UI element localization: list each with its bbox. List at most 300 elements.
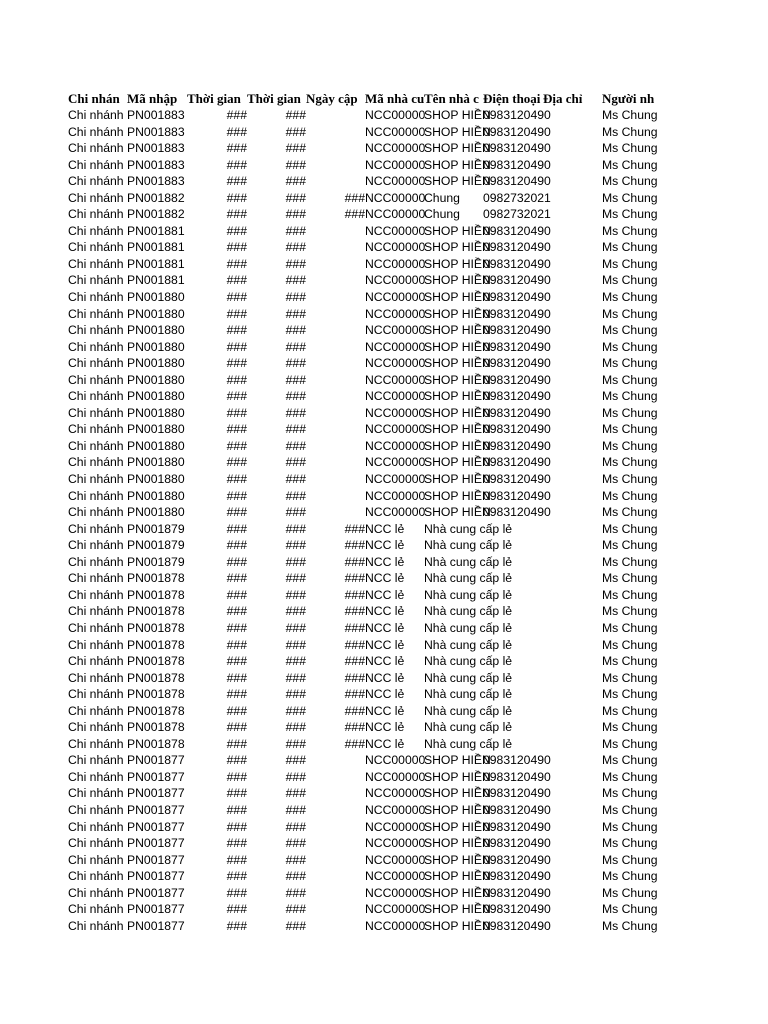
cell-time[interactable]: ###	[226, 290, 247, 305]
cell-import-code[interactable]: PN001877	[127, 869, 185, 884]
cell-time[interactable]: ###	[226, 637, 247, 652]
cell-branch[interactable]: Chi nhánh	[68, 472, 124, 487]
cell-branch[interactable]: Chi nhánh	[68, 819, 124, 834]
cell-update-date[interactable]: ###	[344, 703, 365, 718]
cell-time[interactable]: ###	[226, 108, 247, 122]
cell-receiver[interactable]: Ms Chung	[602, 141, 658, 156]
cell-supplier-name[interactable]: SHOP HIỀN	[424, 836, 491, 851]
cell-phone[interactable]: 0983120490	[483, 223, 551, 238]
cell-branch[interactable]: Chi nhánh	[68, 769, 124, 784]
cell-supplier-code[interactable]: NCC00000	[365, 306, 426, 321]
cell-time[interactable]: ###	[226, 670, 247, 685]
cell-time-created[interactable]: ###	[285, 323, 306, 338]
cell-time[interactable]: ###	[226, 604, 247, 619]
cell-import-code[interactable]: PN001883	[127, 124, 185, 139]
cell-phone[interactable]: 0983120490	[483, 488, 551, 503]
cell-time-created[interactable]: ###	[285, 372, 306, 387]
cell-import-code[interactable]: PN001881	[127, 223, 185, 238]
cell-supplier-name[interactable]: SHOP HIỀN	[424, 405, 491, 420]
cell-phone[interactable]: 0983120490	[483, 902, 551, 917]
cell-supplier-name[interactable]: SHOP HIỀN	[424, 240, 491, 255]
cell-supplier-name[interactable]: SHOP HIỀN	[424, 290, 491, 305]
cell-import-code[interactable]: PN001880	[127, 405, 185, 420]
cell-import-code[interactable]: PN001878	[127, 587, 185, 602]
cell-phone[interactable]: 0983120490	[483, 306, 551, 321]
cell-import-code[interactable]: PN001883	[127, 157, 185, 172]
cell-time[interactable]: ###	[226, 819, 247, 834]
cell-branch[interactable]: Chi nhánh	[68, 720, 124, 735]
cell-receiver[interactable]: Ms Chung	[602, 256, 658, 271]
cell-supplier-name[interactable]: Nhà cung cấp lẻ	[424, 720, 513, 735]
cell-time[interactable]: ###	[226, 538, 247, 553]
cell-time[interactable]: ###	[226, 753, 247, 768]
cell-time[interactable]: ###	[226, 869, 247, 884]
cell-branch[interactable]: Chi nhánh	[68, 339, 124, 354]
cell-phone[interactable]: 0982732021	[483, 207, 551, 222]
cell-receiver[interactable]: Ms Chung	[602, 157, 658, 172]
cell-import-code[interactable]: PN001878	[127, 654, 185, 669]
cell-supplier-name[interactable]: SHOP HIỀN	[424, 918, 491, 933]
cell-phone[interactable]: 0983120490	[483, 372, 551, 387]
cell-supplier-code[interactable]: NCC lẻ	[365, 587, 405, 602]
cell-supplier-code[interactable]: NCC00000	[365, 405, 426, 420]
cell-supplier-name[interactable]: SHOP HIỀN	[424, 141, 491, 156]
cell-supplier-name[interactable]: SHOP HIỀN	[424, 769, 491, 784]
cell-time[interactable]: ###	[226, 240, 247, 255]
cell-supplier-code[interactable]: NCC00000	[365, 174, 426, 189]
cell-supplier-name[interactable]: Nhà cung cấp lẻ	[424, 654, 513, 669]
cell-time[interactable]: ###	[226, 918, 247, 933]
cell-phone[interactable]: 0983120490	[483, 356, 551, 371]
cell-time[interactable]: ###	[226, 687, 247, 702]
cell-update-date[interactable]: ###	[344, 687, 365, 702]
cell-receiver[interactable]: Ms Chung	[602, 207, 658, 222]
cell-phone[interactable]: 0983120490	[483, 885, 551, 900]
cell-supplier-name[interactable]: SHOP HIỀN	[424, 372, 491, 387]
cell-import-code[interactable]: PN001878	[127, 736, 185, 751]
cell-time[interactable]: ###	[226, 836, 247, 851]
cell-supplier-code[interactable]: NCC lẻ	[365, 703, 405, 718]
cell-branch[interactable]: Chi nhánh	[68, 604, 124, 619]
cell-supplier-name[interactable]: SHOP HIỀN	[424, 802, 491, 817]
cell-time-created[interactable]: ###	[285, 207, 306, 222]
cell-supplier-name[interactable]: SHOP HIỀN	[424, 902, 491, 917]
cell-branch[interactable]: Chi nhánh	[68, 538, 124, 553]
cell-branch[interactable]: Chi nhánh	[68, 902, 124, 917]
cell-time-created[interactable]: ###	[285, 604, 306, 619]
cell-phone[interactable]: 0983120490	[483, 769, 551, 784]
cell-supplier-code[interactable]: NCC00000	[365, 356, 426, 371]
cell-branch[interactable]: Chi nhánh	[68, 488, 124, 503]
cell-time[interactable]: ###	[226, 124, 247, 139]
cell-supplier-code[interactable]: NCC00000	[365, 108, 426, 122]
header-address[interactable]: Địa chỉ	[543, 91, 583, 106]
cell-import-code[interactable]: PN001883	[127, 174, 185, 189]
cell-supplier-name[interactable]: SHOP HIỀN	[424, 174, 491, 189]
cell-supplier-code[interactable]: NCC00000	[365, 918, 426, 933]
cell-supplier-name[interactable]: SHOP HIỀN	[424, 223, 491, 238]
cell-import-code[interactable]: PN001881	[127, 256, 185, 271]
cell-time[interactable]: ###	[226, 256, 247, 271]
cell-branch[interactable]: Chi nhánh	[68, 141, 124, 156]
cell-branch[interactable]: Chi nhánh	[68, 637, 124, 652]
cell-supplier-code[interactable]: NCC00000	[365, 505, 426, 520]
cell-receiver[interactable]: Ms Chung	[602, 505, 658, 520]
cell-supplier-code[interactable]: NCC00000	[365, 389, 426, 404]
cell-supplier-code[interactable]: NCC00000	[365, 819, 426, 834]
cell-time[interactable]: ###	[226, 356, 247, 371]
cell-time[interactable]: ###	[226, 438, 247, 453]
cell-time[interactable]: ###	[226, 372, 247, 387]
cell-branch[interactable]: Chi nhánh	[68, 670, 124, 685]
cell-import-code[interactable]: PN001877	[127, 885, 185, 900]
cell-supplier-code[interactable]: NCC00000	[365, 769, 426, 784]
cell-phone[interactable]: 0983120490	[483, 869, 551, 884]
cell-branch[interactable]: Chi nhánh	[68, 422, 124, 437]
cell-import-code[interactable]: PN001880	[127, 505, 185, 520]
cell-branch[interactable]: Chi nhánh	[68, 273, 124, 288]
cell-supplier-code[interactable]: NCC00000	[365, 438, 426, 453]
cell-supplier-code[interactable]: NCC00000	[365, 190, 426, 205]
cell-supplier-code[interactable]: NCC lẻ	[365, 620, 405, 635]
cell-receiver[interactable]: Ms Chung	[602, 620, 658, 635]
cell-phone[interactable]: 0983120490	[483, 819, 551, 834]
cell-receiver[interactable]: Ms Chung	[602, 438, 658, 453]
cell-update-date[interactable]: ###	[344, 587, 365, 602]
cell-phone[interactable]: 0983120490	[483, 339, 551, 354]
cell-time-created[interactable]: ###	[285, 538, 306, 553]
cell-phone[interactable]: 0983120490	[483, 124, 551, 139]
cell-update-date[interactable]: ###	[344, 207, 365, 222]
cell-supplier-code[interactable]: NCC lẻ	[365, 687, 405, 702]
header-supplier-name[interactable]: Tên nhà c	[424, 91, 479, 106]
cell-import-code[interactable]: PN001882	[127, 207, 185, 222]
cell-import-code[interactable]: PN001883	[127, 141, 185, 156]
cell-supplier-code[interactable]: NCC lẻ	[365, 654, 405, 669]
cell-supplier-name[interactable]: Nhà cung cấp lẻ	[424, 687, 513, 702]
cell-import-code[interactable]: PN001880	[127, 472, 185, 487]
cell-time-created[interactable]: ###	[285, 620, 306, 635]
cell-receiver[interactable]: Ms Chung	[602, 174, 658, 189]
cell-supplier-name[interactable]: Nhà cung cấp lẻ	[424, 604, 513, 619]
cell-phone[interactable]: 0983120490	[483, 240, 551, 255]
cell-branch[interactable]: Chi nhánh	[68, 207, 124, 222]
cell-phone[interactable]: 0983120490	[483, 802, 551, 817]
cell-supplier-name[interactable]: Chung	[424, 190, 460, 205]
cell-supplier-code[interactable]: NCC lẻ	[365, 571, 405, 586]
cell-supplier-name[interactable]: SHOP HIỀN	[424, 819, 491, 834]
cell-supplier-name[interactable]: SHOP HIỀN	[424, 505, 491, 520]
cell-time[interactable]: ###	[226, 422, 247, 437]
cell-branch[interactable]: Chi nhánh	[68, 124, 124, 139]
cell-time[interactable]: ###	[226, 769, 247, 784]
cell-branch[interactable]: Chi nhánh	[68, 389, 124, 404]
cell-update-date[interactable]: ###	[344, 538, 365, 553]
cell-time[interactable]: ###	[226, 571, 247, 586]
cell-update-date[interactable]: ###	[344, 554, 365, 569]
cell-time[interactable]: ###	[226, 174, 247, 189]
cell-time-created[interactable]: ###	[285, 786, 306, 801]
cell-import-code[interactable]: PN001880	[127, 372, 185, 387]
cell-receiver[interactable]: Ms Chung	[602, 372, 658, 387]
cell-import-code[interactable]: PN001881	[127, 273, 185, 288]
cell-time-created[interactable]: ###	[285, 918, 306, 933]
cell-time-created[interactable]: ###	[285, 273, 306, 288]
cell-receiver[interactable]: Ms Chung	[602, 521, 658, 536]
cell-receiver[interactable]: Ms Chung	[602, 488, 658, 503]
cell-phone[interactable]: 0983120490	[483, 505, 551, 520]
cell-receiver[interactable]: Ms Chung	[602, 223, 658, 238]
cell-branch[interactable]: Chi nhánh	[68, 240, 124, 255]
cell-phone[interactable]: 0983120490	[483, 256, 551, 271]
cell-receiver[interactable]: Ms Chung	[602, 819, 658, 834]
cell-receiver[interactable]: Ms Chung	[602, 902, 658, 917]
cell-branch[interactable]: Chi nhánh	[68, 306, 124, 321]
cell-time[interactable]: ###	[226, 521, 247, 536]
cell-branch[interactable]: Chi nhánh	[68, 554, 124, 569]
cell-receiver[interactable]: Ms Chung	[602, 769, 658, 784]
cell-receiver[interactable]: Ms Chung	[602, 836, 658, 851]
cell-time-created[interactable]: ###	[285, 455, 306, 470]
cell-phone[interactable]: 0983120490	[483, 472, 551, 487]
cell-time-created[interactable]: ###	[285, 769, 306, 784]
cell-import-code[interactable]: PN001878	[127, 571, 185, 586]
cell-time-created[interactable]: ###	[285, 637, 306, 652]
header-supplier-code[interactable]: Mã nhà cu	[365, 91, 425, 106]
cell-time-created[interactable]: ###	[285, 240, 306, 255]
cell-time-created[interactable]: ###	[285, 836, 306, 851]
cell-time[interactable]: ###	[226, 190, 247, 205]
cell-receiver[interactable]: Ms Chung	[602, 604, 658, 619]
cell-supplier-code[interactable]: NCC00000	[365, 802, 426, 817]
cell-import-code[interactable]: PN001883	[127, 108, 185, 122]
cell-time-created[interactable]: ###	[285, 902, 306, 917]
cell-supplier-name[interactable]: SHOP HIỀN	[424, 157, 491, 172]
cell-receiver[interactable]: Ms Chung	[602, 124, 658, 139]
cell-supplier-name[interactable]: SHOP HIỀN	[424, 306, 491, 321]
cell-time[interactable]: ###	[226, 587, 247, 602]
cell-receiver[interactable]: Ms Chung	[602, 538, 658, 553]
cell-import-code[interactable]: PN001879	[127, 521, 185, 536]
cell-phone[interactable]: 0982732021	[483, 190, 551, 205]
cell-branch[interactable]: Chi nhánh	[68, 620, 124, 635]
cell-branch[interactable]: Chi nhánh	[68, 687, 124, 702]
cell-update-date[interactable]: ###	[344, 620, 365, 635]
cell-supplier-code[interactable]: NCC00000	[365, 290, 426, 305]
cell-supplier-name[interactable]: SHOP HIỀN	[424, 273, 491, 288]
cell-update-date[interactable]: ###	[344, 521, 365, 536]
cell-time-created[interactable]: ###	[285, 124, 306, 139]
header-receiver[interactable]: Người nh	[602, 91, 655, 106]
cell-time[interactable]: ###	[226, 703, 247, 718]
cell-receiver[interactable]: Ms Chung	[602, 290, 658, 305]
cell-import-code[interactable]: PN001877	[127, 753, 185, 768]
cell-supplier-name[interactable]: SHOP HIỀN	[424, 108, 491, 122]
header-time[interactable]: Thời gian	[187, 91, 241, 106]
cell-supplier-code[interactable]: NCC00000	[365, 256, 426, 271]
cell-supplier-code[interactable]: NCC00000	[365, 869, 426, 884]
cell-receiver[interactable]: Ms Chung	[602, 786, 658, 801]
cell-time-created[interactable]: ###	[285, 339, 306, 354]
cell-supplier-code[interactable]: NCC00000	[365, 339, 426, 354]
cell-time-created[interactable]: ###	[285, 422, 306, 437]
cell-time[interactable]: ###	[226, 223, 247, 238]
cell-import-code[interactable]: PN001880	[127, 356, 185, 371]
cell-phone[interactable]: 0983120490	[483, 323, 551, 338]
cell-receiver[interactable]: Ms Chung	[602, 273, 658, 288]
cell-receiver[interactable]: Ms Chung	[602, 108, 658, 122]
cell-branch[interactable]: Chi nhánh	[68, 290, 124, 305]
cell-receiver[interactable]: Ms Chung	[602, 455, 658, 470]
cell-supplier-code[interactable]: NCC lẻ	[365, 670, 405, 685]
cell-branch[interactable]: Chi nhánh	[68, 438, 124, 453]
cell-update-date[interactable]: ###	[344, 637, 365, 652]
cell-receiver[interactable]: Ms Chung	[602, 918, 658, 933]
cell-time[interactable]: ###	[226, 339, 247, 354]
cell-import-code[interactable]: PN001877	[127, 852, 185, 867]
cell-time[interactable]: ###	[226, 472, 247, 487]
cell-supplier-name[interactable]: SHOP HIỀN	[424, 438, 491, 453]
cell-import-code[interactable]: PN001877	[127, 836, 185, 851]
cell-import-code[interactable]: PN001878	[127, 604, 185, 619]
cell-receiver[interactable]: Ms Chung	[602, 869, 658, 884]
cell-time-created[interactable]: ###	[285, 306, 306, 321]
cell-receiver[interactable]: Ms Chung	[602, 637, 658, 652]
cell-supplier-code[interactable]: NCC lẻ	[365, 521, 405, 536]
cell-import-code[interactable]: PN001878	[127, 720, 185, 735]
cell-time-created[interactable]: ###	[285, 670, 306, 685]
cell-import-code[interactable]: PN001878	[127, 637, 185, 652]
cell-supplier-name[interactable]: SHOP HIỀN	[424, 356, 491, 371]
cell-supplier-code[interactable]: NCC00000	[365, 455, 426, 470]
cell-time[interactable]: ###	[226, 786, 247, 801]
cell-import-code[interactable]: PN001880	[127, 306, 185, 321]
cell-supplier-name[interactable]: Nhà cung cấp lẻ	[424, 736, 513, 751]
cell-supplier-code[interactable]: NCC00000	[365, 902, 426, 917]
cell-phone[interactable]: 0983120490	[483, 405, 551, 420]
cell-phone[interactable]: 0983120490	[483, 918, 551, 933]
cell-phone[interactable]: 0983120490	[483, 786, 551, 801]
cell-time[interactable]: ###	[226, 273, 247, 288]
cell-time[interactable]: ###	[226, 654, 247, 669]
cell-supplier-name[interactable]: SHOP HIỀN	[424, 753, 491, 768]
cell-supplier-code[interactable]: NCC00000	[365, 753, 426, 768]
cell-supplier-code[interactable]: NCC00000	[365, 223, 426, 238]
cell-import-code[interactable]: PN001880	[127, 290, 185, 305]
cell-time-created[interactable]: ###	[285, 505, 306, 520]
cell-phone[interactable]: 0983120490	[483, 438, 551, 453]
cell-time-created[interactable]: ###	[285, 869, 306, 884]
cell-time-created[interactable]: ###	[285, 885, 306, 900]
cell-supplier-code[interactable]: NCC lẻ	[365, 538, 405, 553]
cell-phone[interactable]: 0983120490	[483, 422, 551, 437]
cell-supplier-name[interactable]: Nhà cung cấp lẻ	[424, 703, 513, 718]
cell-receiver[interactable]: Ms Chung	[602, 885, 658, 900]
cell-branch[interactable]: Chi nhánh	[68, 836, 124, 851]
cell-import-code[interactable]: PN001877	[127, 819, 185, 834]
cell-update-date[interactable]: ###	[344, 670, 365, 685]
cell-supplier-name[interactable]: SHOP HIỀN	[424, 422, 491, 437]
cell-import-code[interactable]: PN001880	[127, 389, 185, 404]
cell-import-code[interactable]: PN001881	[127, 240, 185, 255]
cell-supplier-name[interactable]: Nhà cung cấp lẻ	[424, 637, 513, 652]
cell-branch[interactable]: Chi nhánh	[68, 174, 124, 189]
cell-supplier-code[interactable]: NCC lẻ	[365, 720, 405, 735]
cell-supplier-name[interactable]: Nhà cung cấp lẻ	[424, 538, 513, 553]
cell-phone[interactable]: 0983120490	[483, 753, 551, 768]
cell-supplier-code[interactable]: NCC lẻ	[365, 736, 405, 751]
cell-receiver[interactable]: Ms Chung	[602, 753, 658, 768]
cell-phone[interactable]: 0983120490	[483, 157, 551, 172]
cell-receiver[interactable]: Ms Chung	[602, 852, 658, 867]
cell-time-created[interactable]: ###	[285, 736, 306, 751]
cell-supplier-name[interactable]: SHOP HIỀN	[424, 786, 491, 801]
cell-import-code[interactable]: PN001877	[127, 918, 185, 933]
cell-receiver[interactable]: Ms Chung	[602, 190, 658, 205]
cell-import-code[interactable]: PN001880	[127, 488, 185, 503]
cell-receiver[interactable]: Ms Chung	[602, 687, 658, 702]
cell-receiver[interactable]: Ms Chung	[602, 587, 658, 602]
cell-branch[interactable]: Chi nhánh	[68, 918, 124, 933]
cell-import-code[interactable]: PN001880	[127, 455, 185, 470]
cell-time[interactable]: ###	[226, 405, 247, 420]
cell-update-date[interactable]: ###	[344, 720, 365, 735]
cell-supplier-name[interactable]: SHOP HIỀN	[424, 389, 491, 404]
cell-time[interactable]: ###	[226, 720, 247, 735]
cell-time-created[interactable]: ###	[285, 256, 306, 271]
cell-phone[interactable]: 0983120490	[483, 836, 551, 851]
cell-branch[interactable]: Chi nhánh	[68, 455, 124, 470]
cell-time-created[interactable]: ###	[285, 852, 306, 867]
cell-update-date[interactable]: ###	[344, 654, 365, 669]
cell-time-created[interactable]: ###	[285, 703, 306, 718]
cell-import-code[interactable]: PN001879	[127, 538, 185, 553]
cell-import-code[interactable]: PN001880	[127, 323, 185, 338]
cell-supplier-code[interactable]: NCC00000	[365, 472, 426, 487]
cell-branch[interactable]: Chi nhánh	[68, 753, 124, 768]
cell-time-created[interactable]: ###	[285, 819, 306, 834]
cell-receiver[interactable]: Ms Chung	[602, 736, 658, 751]
cell-branch[interactable]: Chi nhánh	[68, 521, 124, 536]
cell-phone[interactable]: 0983120490	[483, 273, 551, 288]
cell-receiver[interactable]: Ms Chung	[602, 306, 658, 321]
cell-import-code[interactable]: PN001882	[127, 190, 185, 205]
cell-import-code[interactable]: PN001877	[127, 786, 185, 801]
cell-receiver[interactable]: Ms Chung	[602, 339, 658, 354]
cell-time[interactable]: ###	[226, 488, 247, 503]
cell-branch[interactable]: Chi nhánh	[68, 372, 124, 387]
cell-time-created[interactable]: ###	[285, 802, 306, 817]
cell-import-code[interactable]: PN001880	[127, 438, 185, 453]
cell-time-created[interactable]: ###	[285, 438, 306, 453]
cell-time[interactable]: ###	[226, 389, 247, 404]
cell-supplier-name[interactable]: Nhà cung cấp lẻ	[424, 620, 513, 635]
cell-supplier-code[interactable]: NCC00000	[365, 488, 426, 503]
cell-import-code[interactable]: PN001879	[127, 554, 185, 569]
cell-supplier-name[interactable]: Nhà cung cấp lẻ	[424, 521, 513, 536]
cell-import-code[interactable]: PN001877	[127, 902, 185, 917]
cell-receiver[interactable]: Ms Chung	[602, 802, 658, 817]
cell-time-created[interactable]: ###	[285, 687, 306, 702]
cell-import-code[interactable]: PN001878	[127, 703, 185, 718]
cell-import-code[interactable]: PN001877	[127, 802, 185, 817]
cell-time-created[interactable]: ###	[285, 571, 306, 586]
cell-import-code[interactable]: PN001878	[127, 620, 185, 635]
cell-time[interactable]: ###	[226, 802, 247, 817]
cell-phone[interactable]: 0983120490	[483, 174, 551, 189]
cell-receiver[interactable]: Ms Chung	[602, 654, 658, 669]
cell-branch[interactable]: Chi nhánh	[68, 505, 124, 520]
